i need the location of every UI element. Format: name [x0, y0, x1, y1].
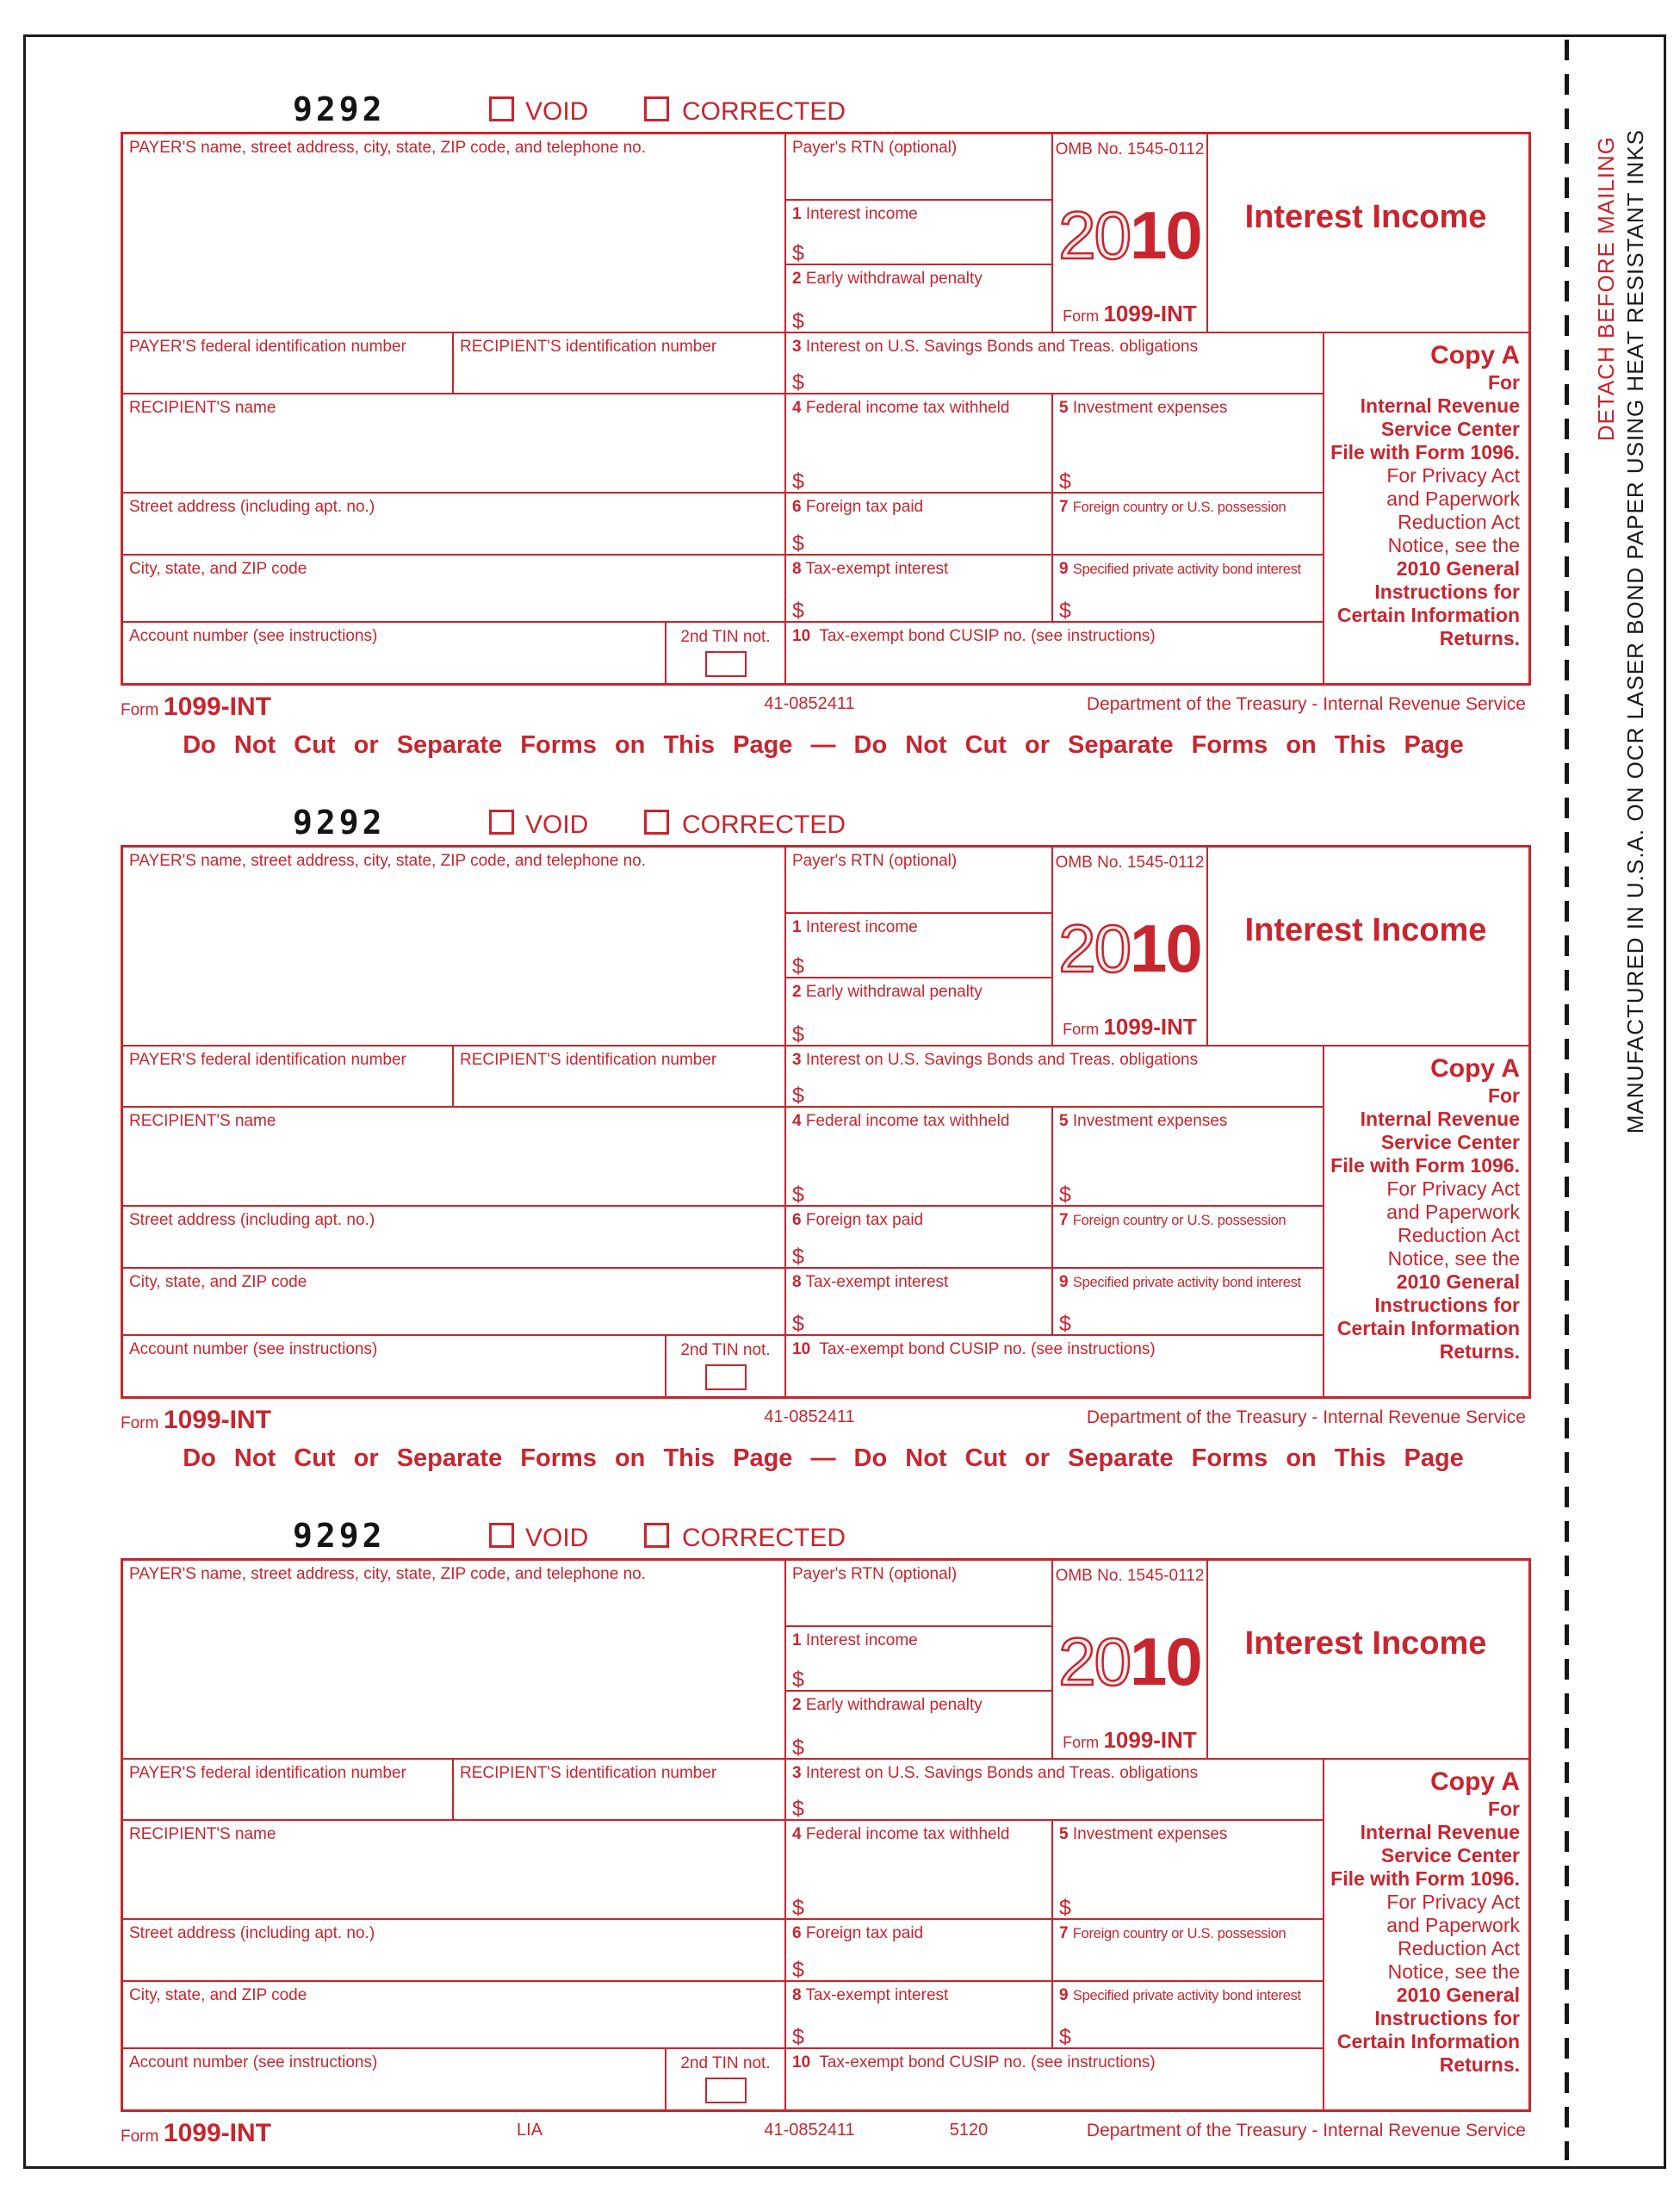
payer-fed-id-label: PAYER'S federal identification number: [129, 1051, 406, 1069]
ocr-scanline-code: 9292: [293, 90, 386, 128]
box6-number: 6: [792, 498, 802, 516]
box8-label: Tax-exempt interest: [805, 560, 949, 578]
box4-label: Federal income tax withheld: [805, 1112, 1010, 1130]
box5-investment-expenses-field[interactable]: [1051, 393, 1323, 492]
street-address-label: Street address (including apt. no.): [129, 498, 375, 516]
account-number-label: Account number (see instructions): [129, 627, 378, 645]
perforation-dashed-line: [1565, 40, 1569, 2160]
payer-rtn-field[interactable]: [784, 134, 1051, 199]
footer-catalog-number: 41-0852411: [764, 694, 855, 713]
second-tin-cell: [665, 621, 784, 683]
second-tin-cell: [665, 2047, 784, 2109]
box9-label: Specified private activity bond interest: [1072, 562, 1301, 577]
second-tin-label: 2nd TIN not.: [680, 628, 771, 646]
second-tin-checkbox[interactable]: [705, 1364, 747, 1390]
recipient-id-field[interactable]: [452, 1045, 784, 1106]
box6-label: Foreign tax paid: [805, 498, 924, 516]
recipient-id-label: RECIPIENT'S identification number: [460, 1051, 717, 1069]
dollar-sign: $: [1059, 1312, 1071, 1336]
box3-savings-bonds-field[interactable]: [784, 1045, 1323, 1106]
recipient-name-field[interactable]: [123, 393, 784, 492]
dollar-sign: $: [792, 469, 804, 494]
void-label: VOID: [525, 97, 589, 126]
street-address-label: Street address (including apt. no.): [129, 1924, 375, 1942]
box7-label: Foreign country or U.S. possession: [1072, 1213, 1286, 1228]
box7-foreign-country-field[interactable]: [1051, 1918, 1323, 1980]
box1-interest-income-field[interactable]: [784, 199, 1051, 264]
box2-early-withdrawal-field[interactable]: [784, 264, 1051, 332]
dollar-sign: $: [792, 309, 804, 333]
street-address-field[interactable]: [123, 1918, 784, 1980]
box2-number: 2: [792, 983, 802, 1001]
footer-treasury-label: Department of the Treasury - Internal Revenue Service: [1086, 694, 1526, 714]
box10-number: 10: [792, 627, 811, 645]
payer-rtn-label: Payer's RTN (optional): [792, 1565, 958, 1583]
void-label: VOID: [525, 1524, 589, 1552]
void-checkbox[interactable]: [489, 810, 514, 835]
box8-number: 8: [792, 1273, 802, 1291]
dollar-sign: $: [792, 370, 804, 394]
box8-label: Tax-exempt interest: [805, 1273, 949, 1291]
box7-number: 7: [1059, 1211, 1069, 1229]
box3-label: Interest on U.S. Savings Bonds and Treas. obligations: [805, 1051, 1199, 1069]
box4-label: Federal income tax withheld: [805, 399, 1010, 417]
footer-form-number: Form 1099-INT: [121, 1406, 271, 1434]
box6-foreign-tax-field[interactable]: [784, 1205, 1051, 1267]
box2-label: Early withdrawal penalty: [805, 983, 983, 1001]
account-number-label: Account number (see instructions): [129, 1340, 378, 1358]
street-address-field[interactable]: [123, 1205, 784, 1267]
recipient-id-label: RECIPIENT'S identification number: [460, 338, 717, 356]
copy-a-title: Copy A: [1430, 341, 1520, 370]
recipient-name-label: RECIPIENT'S name: [129, 1112, 276, 1130]
form-number-small: Form 1099-INT: [1063, 1727, 1197, 1753]
box1-number: 1: [792, 918, 802, 936]
do-not-cut-text: Do Not Cut or Separate Forms on This Page — Do Not Cut or Separate Forms on This Page: [183, 731, 1464, 759]
box5-number: 5: [1059, 1112, 1069, 1130]
box8-tax-exempt-interest-field[interactable]: [784, 1980, 1051, 2047]
city-state-zip-label: City, state, and ZIP code: [129, 1273, 307, 1291]
box8-label: Tax-exempt interest: [805, 1986, 949, 2004]
box6-number: 6: [792, 1924, 802, 1942]
form-copy-3: [121, 1515, 1526, 2153]
box1-number: 1: [792, 1631, 802, 1649]
street-address-field[interactable]: [123, 492, 784, 554]
box3-savings-bonds-field[interactable]: [784, 1758, 1323, 1819]
dollar-sign: $: [1059, 1183, 1071, 1207]
box6-label: Foreign tax paid: [805, 1924, 924, 1942]
payer-name-address-label: PAYER'S name, street address, city, state, ZIP code, and telephone no.: [129, 852, 646, 870]
box6-foreign-tax-field[interactable]: [784, 1918, 1051, 1980]
copy-a-title: Copy A: [1430, 1054, 1520, 1083]
account-number-label: Account number (see instructions): [129, 2053, 378, 2071]
footer-catalog-number: 41-0852411: [764, 2121, 855, 2140]
payer-name-address-field[interactable]: [123, 134, 784, 332]
dollar-sign: $: [792, 599, 804, 623]
box1-interest-income-field[interactable]: [784, 1625, 1051, 1690]
box2-early-withdrawal-field[interactable]: [784, 977, 1051, 1045]
payer-fed-id-field[interactable]: [123, 1045, 452, 1106]
payer-fed-id-label: PAYER'S federal identification number: [129, 338, 406, 356]
account-number-field[interactable]: [123, 621, 665, 683]
box3-number: 3: [792, 1051, 802, 1069]
box9-number: 9: [1059, 1273, 1069, 1291]
form-code-row: [121, 802, 1526, 845]
box7-label: Foreign country or U.S. possession: [1072, 1926, 1286, 1941]
tax-year: 2010: [1058, 910, 1201, 986]
box6-label: Foreign tax paid: [805, 1211, 924, 1229]
dollar-sign: $: [792, 1183, 804, 1207]
box5-number: 5: [1059, 399, 1069, 417]
box10-number: 10: [792, 1340, 811, 1358]
box10-cusip-field[interactable]: [784, 2047, 1323, 2109]
box7-label: Foreign country or U.S. possession: [1072, 500, 1286, 515]
corrected-label: CORRECTED: [682, 811, 846, 839]
box1-interest-income-field[interactable]: [784, 912, 1051, 977]
city-state-zip-label: City, state, and ZIP code: [129, 1986, 307, 2004]
box7-foreign-country-field[interactable]: [1051, 1205, 1323, 1267]
recipient-id-field[interactable]: [452, 332, 784, 393]
city-state-zip-field[interactable]: [123, 1980, 784, 2047]
footer-form-number: Form 1099-INT: [121, 2119, 271, 2147]
payer-name-address-field[interactable]: [123, 1561, 784, 1758]
box3-savings-bonds-field[interactable]: [784, 332, 1323, 393]
dollar-sign: $: [1059, 1896, 1071, 1920]
dollar-sign: $: [792, 1245, 804, 1269]
omb-number: OMB No. 1545-0112: [1055, 140, 1205, 158]
second-tin-label: 2nd TIN not.: [680, 2054, 771, 2072]
dollar-sign: $: [792, 954, 804, 978]
payer-fed-id-field[interactable]: [123, 1758, 452, 1819]
ocr-scanline-code: 9292: [293, 1517, 386, 1555]
box2-label: Early withdrawal penalty: [805, 270, 983, 288]
form-title-area: [1208, 1561, 1528, 1758]
box9-private-activity-bond-field[interactable]: [1051, 1980, 1323, 2047]
form-title-area: [1208, 134, 1528, 332]
box8-tax-exempt-interest-field[interactable]: [784, 1267, 1051, 1334]
payer-name-address-label: PAYER'S name, street address, city, state, ZIP code, and telephone no.: [129, 1565, 646, 1583]
copy-a-block: Copy A For Internal Revenue Service Center File with Form 1096. For Privacy Act and Paperwork Reduction Act Notice, see the 2010 General Instructions for Certain Information Returns.: [1323, 1758, 1528, 2109]
box3-label: Interest on U.S. Savings Bonds and Treas. obligations: [805, 1764, 1199, 1782]
payer-fed-id-label: PAYER'S federal identification number: [129, 1764, 406, 1782]
ocr-scanline-code: 9292: [293, 804, 386, 842]
box10-label: Tax-exempt bond CUSIP no. (see instructions): [819, 627, 1156, 645]
void-label: VOID: [525, 811, 589, 839]
city-state-zip-label: City, state, and ZIP code: [129, 560, 307, 578]
dollar-sign: $: [792, 1736, 804, 1760]
recipient-name-field[interactable]: [123, 1106, 784, 1205]
box9-label: Specified private activity bond interest: [1072, 1988, 1301, 2003]
recipient-name-field[interactable]: [123, 1819, 784, 1918]
box1-label: Interest income: [805, 918, 918, 936]
form-title: Interest Income: [1244, 912, 1487, 948]
box9-private-activity-bond-field[interactable]: [1051, 1267, 1323, 1334]
box9-number: 9: [1059, 1986, 1069, 2004]
box3-label: Interest on U.S. Savings Bonds and Treas. obligations: [805, 338, 1199, 356]
box5-investment-expenses-field[interactable]: [1051, 1106, 1323, 1205]
box9-private-activity-bond-field[interactable]: [1051, 554, 1323, 621]
tax-year: 2010: [1058, 197, 1201, 273]
second-tin-checkbox[interactable]: [705, 651, 747, 677]
form-title-area: [1208, 848, 1528, 1045]
form-code-row: [121, 89, 1526, 132]
dollar-sign: $: [792, 1668, 804, 1692]
box5-label: Investment expenses: [1072, 1112, 1228, 1130]
payer-name-address-field[interactable]: [123, 848, 784, 1045]
box9-label: Specified private activity bond interest: [1072, 1275, 1301, 1290]
detach-before-mailing-text: DETACH BEFORE MAILING: [1593, 136, 1619, 442]
box7-foreign-country-field[interactable]: [1051, 492, 1323, 554]
dollar-sign: $: [792, 531, 804, 556]
corrected-label: CORRECTED: [682, 97, 846, 126]
form-footer: [121, 2112, 1526, 2153]
dollar-sign: $: [792, 1896, 804, 1920]
corrected-label: CORRECTED: [682, 1524, 846, 1552]
dollar-sign: $: [792, 2025, 804, 2049]
box5-number: 5: [1059, 1825, 1069, 1843]
dollar-sign: $: [792, 1022, 804, 1047]
payer-name-address-label: PAYER'S name, street address, city, state, ZIP code, and telephone no.: [129, 139, 646, 157]
form-grid: [121, 132, 1531, 686]
box1-number: 1: [792, 205, 802, 223]
void-checkbox[interactable]: [489, 1523, 514, 1548]
omb-number: OMB No. 1545-0112: [1055, 1567, 1205, 1585]
footer-catalog-number: 41-0852411: [764, 1407, 855, 1426]
box1-label: Interest income: [805, 205, 918, 223]
box4-fed-tax-withheld-field[interactable]: [784, 1106, 1051, 1205]
omb-year-box: [1051, 1561, 1208, 1758]
payer-fed-id-field[interactable]: [123, 332, 452, 393]
dollar-sign: $: [792, 1797, 804, 1821]
street-address-label: Street address (including apt. no.): [129, 1211, 375, 1229]
box8-tax-exempt-interest-field[interactable]: [784, 554, 1051, 621]
footer-form-number: Form 1099-INT: [121, 693, 271, 721]
box4-number: 4: [792, 1825, 802, 1843]
form-number-small: Form 1099-INT: [1063, 301, 1197, 326]
box5-label: Investment expenses: [1072, 399, 1228, 417]
box4-number: 4: [792, 1112, 802, 1130]
form-footer: [121, 1399, 1526, 1440]
dollar-sign: $: [792, 241, 804, 265]
form-footer: [121, 686, 1526, 727]
omb-year-box: [1051, 848, 1208, 1045]
footer-lia-code: LIA: [516, 2121, 543, 2140]
box1-label: Interest income: [805, 1631, 918, 1649]
copy-a-title: Copy A: [1430, 1767, 1520, 1796]
box10-label: Tax-exempt bond CUSIP no. (see instructions): [819, 1340, 1156, 1358]
void-checkbox[interactable]: [489, 96, 514, 121]
box4-fed-tax-withheld-field[interactable]: [784, 393, 1051, 492]
box3-number: 3: [792, 338, 802, 356]
box6-number: 6: [792, 1211, 802, 1229]
form-title: Interest Income: [1244, 199, 1487, 235]
box2-number: 2: [792, 270, 802, 288]
footer-treasury-label: Department of the Treasury - Internal Revenue Service: [1086, 1407, 1526, 1427]
dollar-sign: $: [792, 1084, 804, 1108]
box6-foreign-tax-field[interactable]: [784, 492, 1051, 554]
footer-print-code: 5120: [949, 2121, 989, 2140]
box10-number: 10: [792, 2053, 811, 2071]
city-state-zip-field[interactable]: [123, 1267, 784, 1334]
box4-number: 4: [792, 399, 802, 417]
corrected-checkbox[interactable]: [644, 810, 669, 835]
city-state-zip-field[interactable]: [123, 554, 784, 621]
box2-label: Early withdrawal penalty: [805, 1696, 983, 1714]
dollar-sign: $: [1059, 599, 1071, 623]
payer-rtn-label: Payer's RTN (optional): [792, 852, 958, 870]
omb-year-box: [1051, 134, 1208, 332]
box3-number: 3: [792, 1764, 802, 1782]
form-copy-1: [121, 89, 1526, 727]
omb-number: OMB No. 1545-0112: [1055, 854, 1205, 872]
copy-a-block: Copy A For Internal Revenue Service Center File with Form 1096. For Privacy Act and Paperwork Reduction Act Notice, see the 2010 General Instructions for Certain Information Returns.: [1323, 1045, 1528, 1396]
payer-rtn-label: Payer's RTN (optional): [792, 139, 958, 157]
second-tin-label: 2nd TIN not.: [680, 1341, 771, 1359]
copy-a-block: Copy A For Internal Revenue Service Center File with Form 1096. For Privacy Act and Paperwork Reduction Act Notice, see the 2010 General Instructions for Certain Information Returns.: [1323, 332, 1528, 683]
recipient-name-label: RECIPIENT'S name: [129, 399, 276, 417]
payer-rtn-field[interactable]: [784, 848, 1051, 912]
box7-number: 7: [1059, 498, 1069, 516]
recipient-name-label: RECIPIENT'S name: [129, 1825, 276, 1843]
tax-year: 2010: [1058, 1624, 1201, 1699]
box7-number: 7: [1059, 1924, 1069, 1942]
box2-early-withdrawal-field[interactable]: [784, 1690, 1051, 1758]
box10-label: Tax-exempt bond CUSIP no. (see instructions): [819, 2053, 1156, 2071]
box4-fed-tax-withheld-field[interactable]: [784, 1819, 1051, 1918]
box10-cusip-field[interactable]: [784, 1334, 1323, 1396]
form-grid: [121, 845, 1531, 1399]
box2-number: 2: [792, 1696, 802, 1714]
do-not-cut-text: Do Not Cut or Separate Forms on This Page — Do Not Cut or Separate Forms on This Page: [183, 1444, 1464, 1472]
form-grid: [121, 1558, 1531, 2112]
form-number-small: Form 1099-INT: [1063, 1014, 1197, 1040]
account-number-field[interactable]: [123, 2047, 665, 2109]
box5-label: Investment expenses: [1072, 1825, 1228, 1843]
box5-investment-expenses-field[interactable]: [1051, 1819, 1323, 1918]
recipient-id-field[interactable]: [452, 1758, 784, 1819]
box8-number: 8: [792, 1986, 802, 2004]
form-title: Interest Income: [1244, 1625, 1487, 1662]
second-tin-cell: [665, 1334, 784, 1396]
dollar-sign: $: [792, 1958, 804, 1982]
corrected-checkbox[interactable]: [644, 96, 669, 121]
footer-treasury-label: Department of the Treasury - Internal Revenue Service: [1086, 2121, 1526, 2140]
account-number-field[interactable]: [123, 1334, 665, 1396]
dollar-sign: $: [1059, 2025, 1071, 2049]
box9-number: 9: [1059, 560, 1069, 578]
manufactured-notice-text: MANUFACTURED IN U.S.A. ON OCR LASER BOND PAPER USING HEAT RESISTANT INKS: [1622, 129, 1648, 1134]
box10-cusip-field[interactable]: [784, 621, 1323, 683]
form-copy-2: [121, 802, 1526, 1440]
recipient-id-label: RECIPIENT'S identification number: [460, 1764, 717, 1782]
dollar-sign: $: [792, 1312, 804, 1336]
payer-rtn-field[interactable]: [784, 1561, 1051, 1625]
box8-number: 8: [792, 560, 802, 578]
form-code-row: [121, 1515, 1526, 1558]
second-tin-checkbox[interactable]: [705, 2078, 747, 2103]
corrected-checkbox[interactable]: [644, 1523, 669, 1548]
dollar-sign: $: [1059, 469, 1071, 494]
box4-label: Federal income tax withheld: [805, 1825, 1010, 1843]
